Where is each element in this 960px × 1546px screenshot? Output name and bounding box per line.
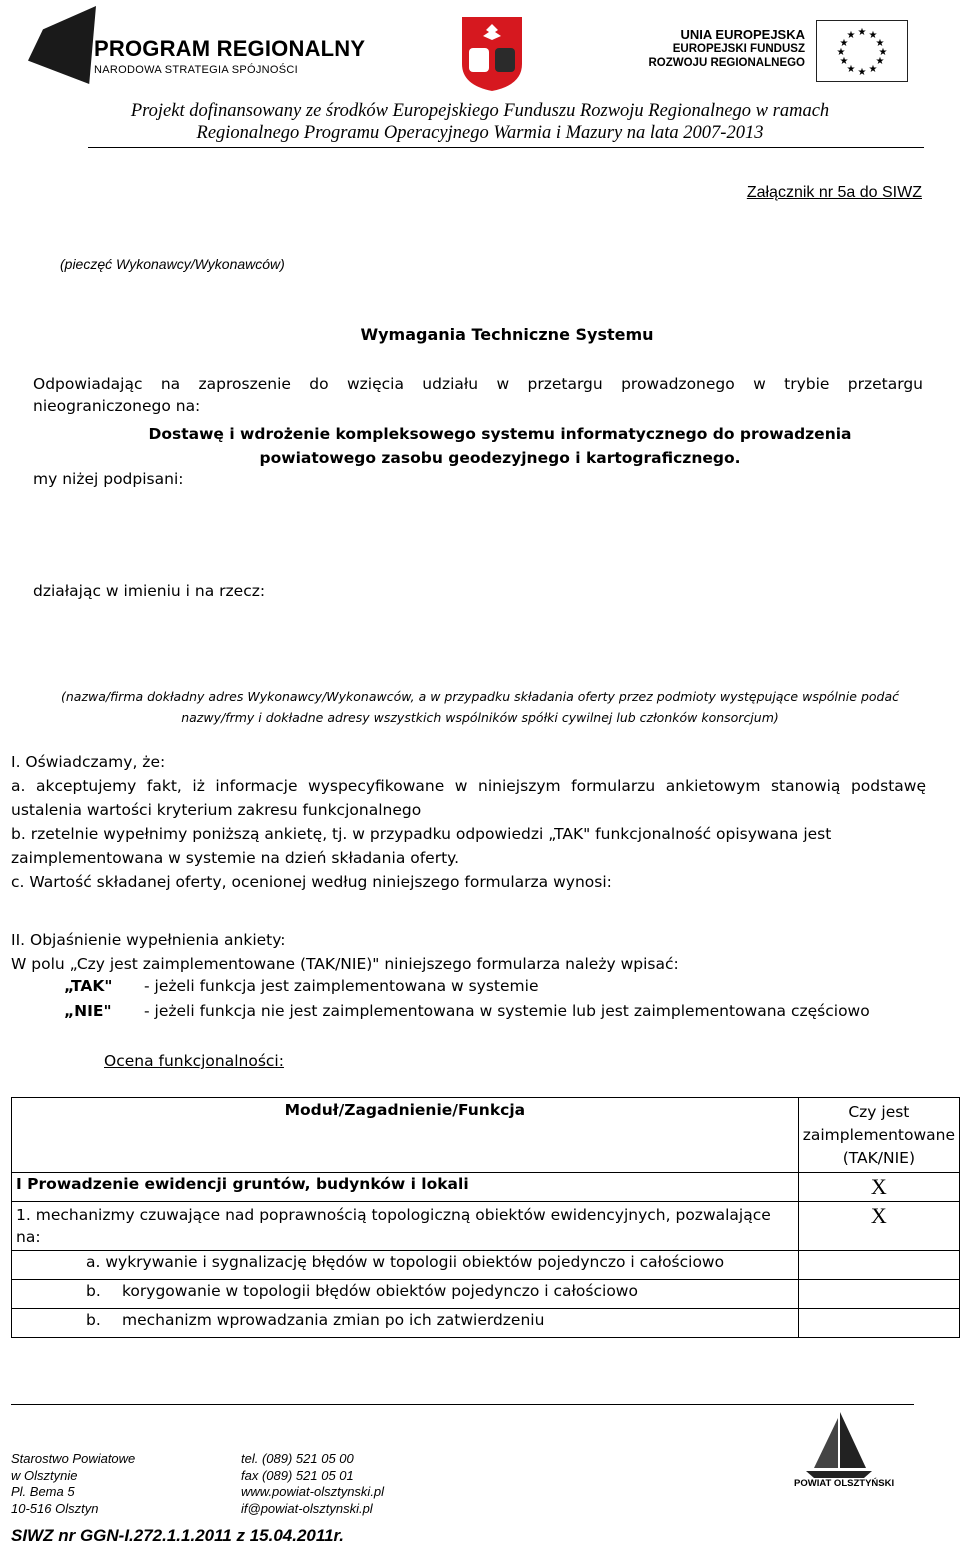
- section1-item-a: a. akceptujemy fakt, iż informacje wyspecyfikowane w niniejszym formularzu ankietowym stanowią podstawę ustalenia wartości kryterium zakresu funkcjonalnego: [11, 777, 926, 819]
- row-text-cell: [12, 1309, 799, 1338]
- section-declarations: [11, 750, 926, 894]
- svg-text:★: ★: [875, 56, 885, 67]
- evaluation-heading: Ocena funkcjonalności:: [104, 1052, 284, 1070]
- section1-heading: I. Oświadczamy, że:: [11, 753, 166, 771]
- table-row: [12, 1173, 960, 1202]
- table-row: [12, 1280, 960, 1309]
- row-mark[interactable]: [798, 1280, 959, 1309]
- subject: [0, 422, 960, 470]
- svg-text:★: ★: [868, 30, 878, 41]
- row-text-cell: [12, 1280, 799, 1309]
- eu-fund-label: [640, 28, 805, 70]
- row-text: a. wykrywanie i sygnalizację błędów w topologii obiektów pojedynczo i całościowo: [12, 1251, 799, 1280]
- header-module: Moduł/Zagadnienie/Funkcja: [12, 1098, 799, 1173]
- svg-text:★: ★: [857, 67, 867, 78]
- siwz-reference: SIWZ nr GGN-I.272.1.1.2011 z 15.04.2011r.: [11, 1526, 344, 1545]
- eu-line2: EUROPEJSKI FUNDUSZ: [672, 43, 805, 55]
- svg-text:★: ★: [878, 47, 888, 58]
- footer-address: [11, 1451, 135, 1517]
- program-title: PROGRAM REGIONALNY: [94, 36, 366, 61]
- intro-paragraph: [33, 373, 923, 417]
- functionality-table: [11, 1097, 960, 1338]
- svg-text:★: ★: [868, 64, 878, 75]
- table-row: [12, 1202, 960, 1251]
- table-header-row: [12, 1098, 960, 1173]
- eu-line1: UNIA EUROPEJSKA: [680, 27, 805, 42]
- row-mark[interactable]: X: [798, 1173, 959, 1202]
- option-tak-desc: - jeżeli funkcja jest zaimplementowana w systemie: [144, 977, 539, 995]
- row-mark[interactable]: X: [798, 1202, 959, 1251]
- header-implemented-l1: Czy jest: [848, 1103, 910, 1121]
- header-implemented-l2: zaimplementowane: [802, 1126, 955, 1144]
- eu-line3: ROZWOJU REGIONALNEGO: [648, 57, 805, 69]
- section1-item-c: c. Wartość składanej oferty, ocenionej według niniejszego formularza wynosi:: [11, 873, 612, 891]
- row-text: mechanizm wprowadzania zmian po ich zatwierdzeniu: [122, 1311, 545, 1329]
- option-tak-key: „TAK": [64, 977, 113, 995]
- section-instructions: [11, 928, 926, 976]
- svg-text:★: ★: [857, 27, 867, 38]
- footer-phone: tel. (089) 521 05 00: [241, 1451, 354, 1466]
- svg-text:★: ★: [875, 38, 885, 49]
- contractor-note-line1: (nazwa/firma dokładny adres Wykonawcy/Wykonawców, a w przypadku składania oferty przez podmioty występujące wspólnie podać: [60, 689, 899, 704]
- footer-email[interactable]: if@powiat-olsztynski.pl: [241, 1500, 373, 1516]
- footer-website[interactable]: www.powiat-olsztynski.pl: [241, 1484, 385, 1499]
- subject-line2: powiatowego zasobu geodezyjnego i kartograficznego.: [259, 449, 741, 467]
- footer-fax: fax (089) 521 05 01: [241, 1467, 354, 1483]
- powiat-logo-text: POWIAT OLSZTYŃSKI: [794, 1478, 895, 1489]
- svg-text:★: ★: [839, 56, 849, 67]
- star-logo-icon: [28, 6, 96, 84]
- subject-line1: Dostawę i wdrożenie kompleksowego systemu informatycznego do prowadzenia: [148, 425, 852, 443]
- intro-line2: nieograniczonego na:: [33, 397, 201, 415]
- svg-text:★: ★: [839, 38, 849, 49]
- footer-l3: Pl. Bema 5: [11, 1484, 75, 1499]
- attachment-label: Załącznik nr 5a do SIWZ: [746, 184, 922, 201]
- row-mark[interactable]: [798, 1251, 959, 1280]
- row-letter: b.: [86, 1282, 101, 1300]
- option-nie-key: „NIE": [64, 1002, 112, 1020]
- header-implemented-l3: (TAK/NIE): [842, 1149, 916, 1167]
- row-text: korygowanie w topologii błędów obiektów pojedynczo i całościowo: [122, 1282, 638, 1300]
- option-nie-desc: - jeżeli funkcja nie jest zaimplementowana w systemie lub jest zaimplementowana częściowo: [144, 1002, 870, 1020]
- row-text: I Prowadzenie ewidencji gruntów, budynków i lokali: [12, 1173, 799, 1202]
- section2-heading: II. Objaśnienie wypełnienia ankiety:: [11, 931, 286, 949]
- page-title: Wymagania Techniczne Systemu: [360, 325, 654, 344]
- footer-l1: Starostwo Powiatowe: [11, 1451, 136, 1466]
- option-tak: [64, 977, 538, 995]
- row-mark[interactable]: [798, 1309, 959, 1338]
- footer-l2: w Olsztynie: [11, 1467, 78, 1483]
- section1-item-b1: b. rzetelnie wypełnimy poniższą ankietę, tj. w przypadku odpowiedzi „TAK" funkcjonalność opisywana jest: [11, 825, 832, 843]
- contractor-note-line2: nazwy/frmy i dokładne adresy wszystkich wspólników spółki cywilnej lub członków konsorcjum): [181, 710, 779, 725]
- warmia-mazury-crest-icon: [459, 14, 525, 94]
- header-divider: [88, 147, 924, 148]
- stamp-label: (pieczęć Wykonawcy/Wykonawców): [60, 256, 285, 272]
- acting-label: działając w imieniu i na rzecz:: [33, 582, 266, 600]
- footer-l4: 10-516 Olsztyn: [11, 1500, 99, 1516]
- table-row: [12, 1251, 960, 1280]
- table-row: [12, 1309, 960, 1338]
- header-implemented: [798, 1098, 959, 1173]
- signed-label: my niżej podpisani:: [33, 470, 184, 488]
- footer-divider: [11, 1404, 914, 1405]
- project-line2: Regionalnego Programu Operacyjnego Warmia i Mazury na lata 2007-2013: [196, 123, 764, 143]
- section1-item-b2: zaimplementowana w systemie na dzień składania oferty.: [11, 849, 460, 867]
- intro-line1: Odpowiadając na zaproszenie do wzięcia udziału w przetargu prowadzonego w trybie przetargu: [33, 375, 923, 393]
- footer-contact: [241, 1451, 384, 1517]
- contractor-note: [40, 686, 920, 728]
- program-regionalny-logo: [28, 6, 368, 90]
- project-note: [0, 100, 960, 144]
- row-text: 1. mechanizmy czuwające nad poprawnością topologiczną obiektów ewidencyjnych, pozwalające na:: [12, 1202, 799, 1251]
- svg-text:★: ★: [836, 47, 846, 58]
- section2-line: W polu „Czy jest zaimplementowane (TAK/NIE)" niniejszego formularza należy wpisać:: [11, 955, 679, 973]
- svg-text:★: ★: [846, 30, 856, 41]
- project-line1: Projekt dofinansowany ze środków Europejskiego Funduszu Rozwoju Regionalnego w ramach: [130, 101, 830, 121]
- program-subtitle: NARODOWA STRATEGIA SPÓJNOŚCI: [94, 64, 298, 76]
- svg-text:★: ★: [846, 64, 856, 75]
- eu-flag-icon: [816, 20, 908, 82]
- option-nie: [64, 1002, 870, 1020]
- row-letter: b.: [86, 1311, 101, 1329]
